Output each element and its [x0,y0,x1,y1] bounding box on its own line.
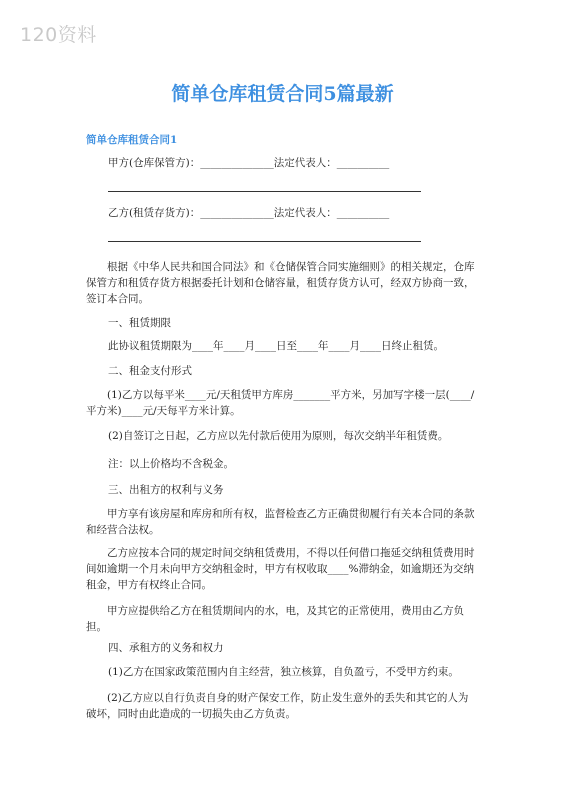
section-3-paragraph-1: 甲方享有该房屋和库房和所有权，监督检查乙方正确贯彻履行有关本合同的条款和经营合法权。 [86,508,475,536]
section-2-paragraph-2: (2)自签订之日起，乙方应以先付款后使用为原则，每次交纳半年租赁费。 [108,430,449,442]
section-2-heading: 二、租金支付形式 [108,365,192,377]
party-b-line: 乙方(租赁存货方)：______________法定代表人：__________ [108,207,390,219]
section-4-paragraph-2: (2)乙方应以自行负责自身的财产保安工作，防止发生意外的丢失和其它的人为破坏，同时由此造成的一切损失由乙方负责。 [86,692,469,720]
section-3-paragraph-3: 甲方应提供给乙方在租赁期间内的水，电，及其它的正常使用，费用由乙方负担。 [86,605,464,633]
section-3-heading: 三、出租方的权利与义务 [108,484,224,496]
section-2-paragraph-1: (1)乙方以每平米____元/天租赁甲方库房_______平方米，另加写字楼一层(____/平方米)____元/天每平方米计算。 [86,389,475,417]
signature-rule-b [108,241,421,242]
party-a-line: 甲方(仓库保管方)：______________法定代表人：__________ [108,157,390,169]
intro-paragraph: 根据《中华人民共和国合同法》和《仓储保管合同实施细则》的相关规定，仓库保管方和租赁存货方根据委托计划和仓储容量，租赁存货方认可，经双方协商一致，签订本合同。 [86,261,475,305]
section-subtitle: 简单仓库租赁合同1 [86,134,178,146]
section-3-paragraph-2: 乙方应按本合同的规定时间交纳租赁费用，不得以任何借口拖延交纳租赁费用时间如逾期一个月未向甲方交纳租金时，甲方有权收取____%滞纳金，如逾期还为交纳租金，甲方有权终止合同。 [86,547,475,591]
signature-rule-a [108,191,421,192]
section-4-paragraph-1: (1)乙方在国家政策范围内自主经营，独立核算，自负盈亏，不受甲方约束。 [108,666,459,678]
watermark: 120资料 [20,24,97,46]
section-4-heading: 四、承租方的义务和权力 [108,642,224,654]
document-title: 简单仓库租赁合同5篇最新 [171,83,394,105]
section-1-paragraph: 此协议租赁期限为____年____月____日至____年____月____日终止租赁。 [108,340,444,352]
section-1-heading: 一、租赁期限 [108,317,171,329]
section-2-note: 注：以上价格均不含税金。 [108,458,234,470]
